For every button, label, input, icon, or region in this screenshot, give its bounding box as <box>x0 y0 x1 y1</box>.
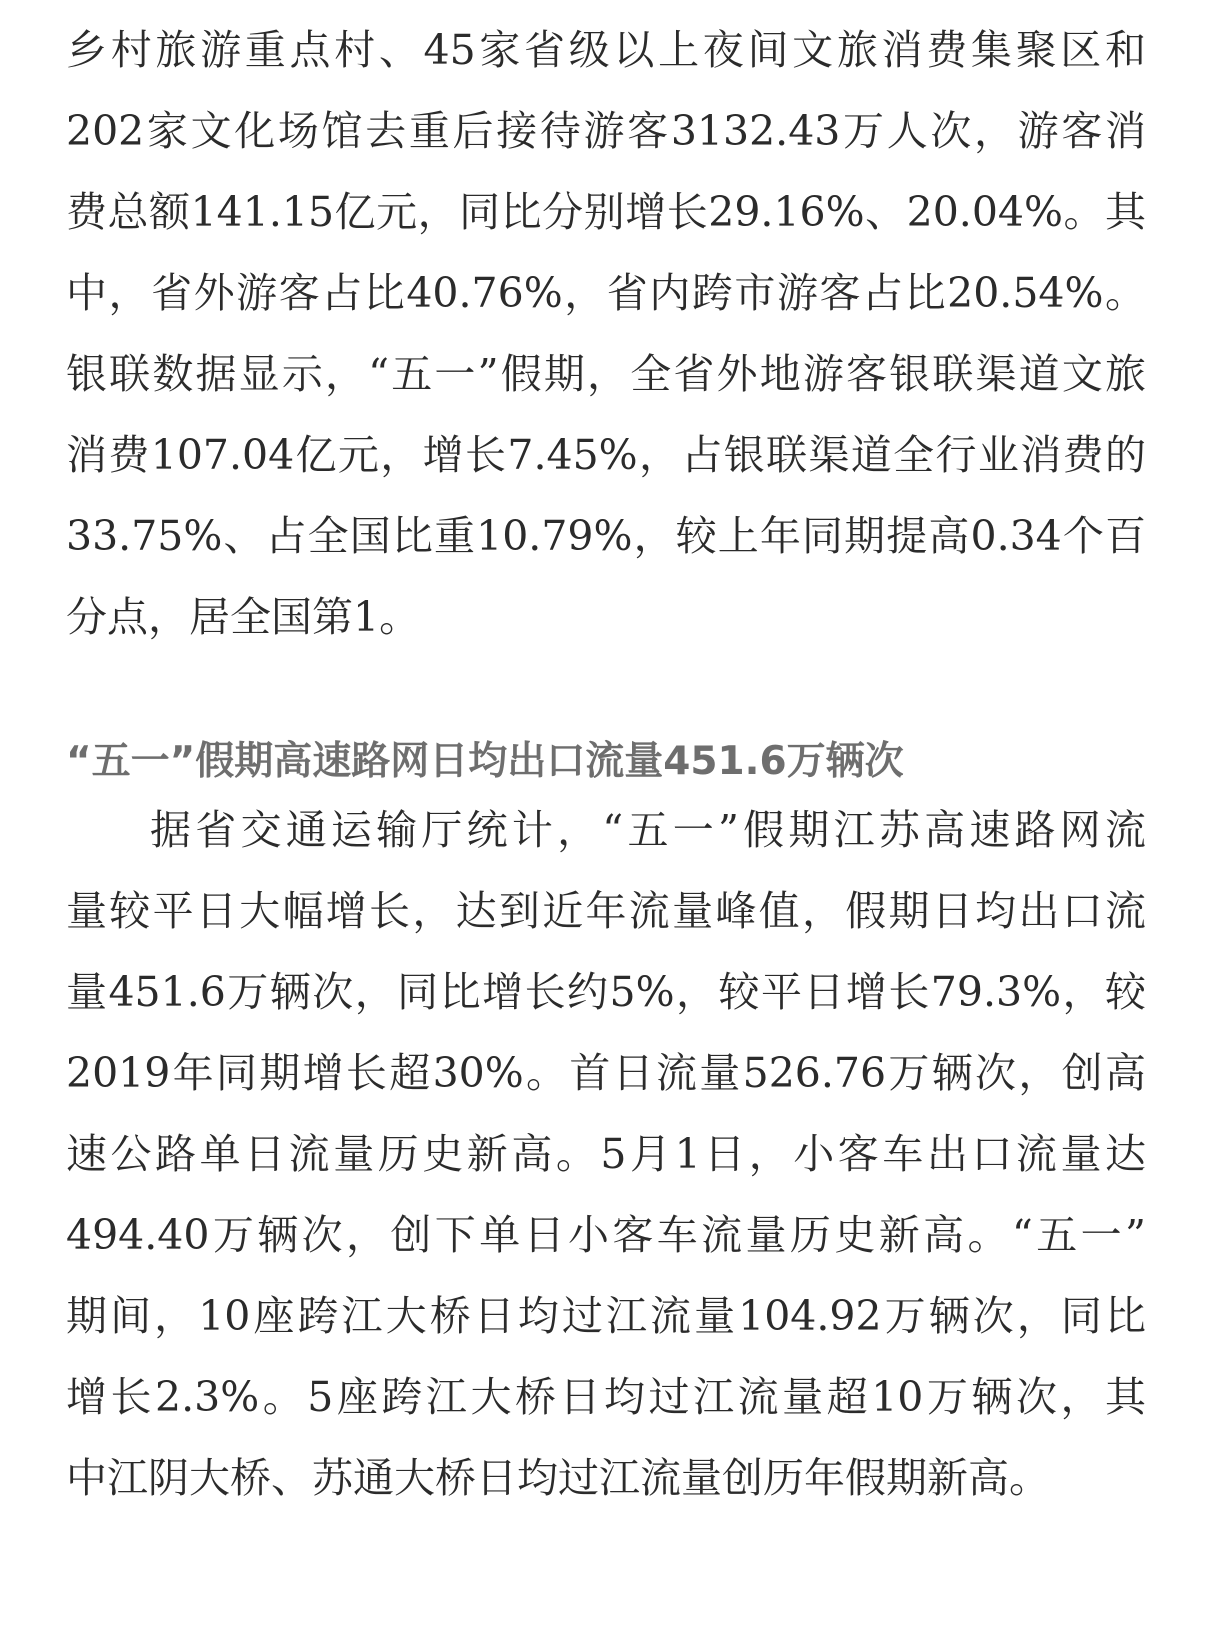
paragraph-line: 2019年同期增长超30%。首日流量526.76万辆次，创高 <box>66 1049 1146 1097</box>
paragraph-line: 速公路单日流量历史新高。5月1日，小客车出口流量达 <box>66 1130 1146 1178</box>
paragraph-line: 33.75%、占全国比重10.79%，较上年同期提高0.34个百 <box>66 512 1146 560</box>
paragraph-line: 乡村旅游重点村、45家省级以上夜间文旅消费集聚区和 <box>66 26 1146 74</box>
paragraph-line: 量较平日大幅增长，达到近年流量峰值，假期日均出口流 <box>66 887 1146 935</box>
paragraph-line: 494.40万辆次，创下单日小客车流量历史新高。“五一” <box>66 1211 1146 1259</box>
paragraph-line: 中，省外游客占比40.76%，省内跨市游客占比20.54%。 <box>66 269 1146 317</box>
paragraph-line: 增长2.3%。5座跨江大桥日均过江流量超10万辆次，其 <box>66 1373 1146 1421</box>
paragraph-line: 银联数据显示，“五一”假期，全省外地游客银联渠道文旅 <box>66 350 1146 398</box>
paragraph-line: 期间，10座跨江大桥日均过江流量104.92万辆次，同比 <box>66 1292 1146 1340</box>
paragraph-line: 202家文化场馆去重后接待游客3132.43万人次，游客消 <box>66 107 1146 155</box>
paragraph-line: 据省交通运输厅统计，“五一”假期江苏高速路网流 <box>150 806 1146 854</box>
paragraph-line: 量451.6万辆次，同比增长约5%，较平日增长79.3%，较 <box>66 968 1146 1016</box>
paragraph-line: 消费107.04亿元，增长7.45%，占银联渠道全行业消费的 <box>66 431 1146 479</box>
section-heading: “五一”假期高速路网日均出口流量451.6万辆次 <box>66 739 904 784</box>
paragraph-line: 分点，居全国第1。 <box>66 593 421 641</box>
paragraph-line: 中江阴大桥、苏通大桥日均过江流量创历年假期新高。 <box>66 1454 1050 1502</box>
paragraph-line: 费总额141.15亿元，同比分别增长29.16%、20.04%。其 <box>66 188 1146 236</box>
